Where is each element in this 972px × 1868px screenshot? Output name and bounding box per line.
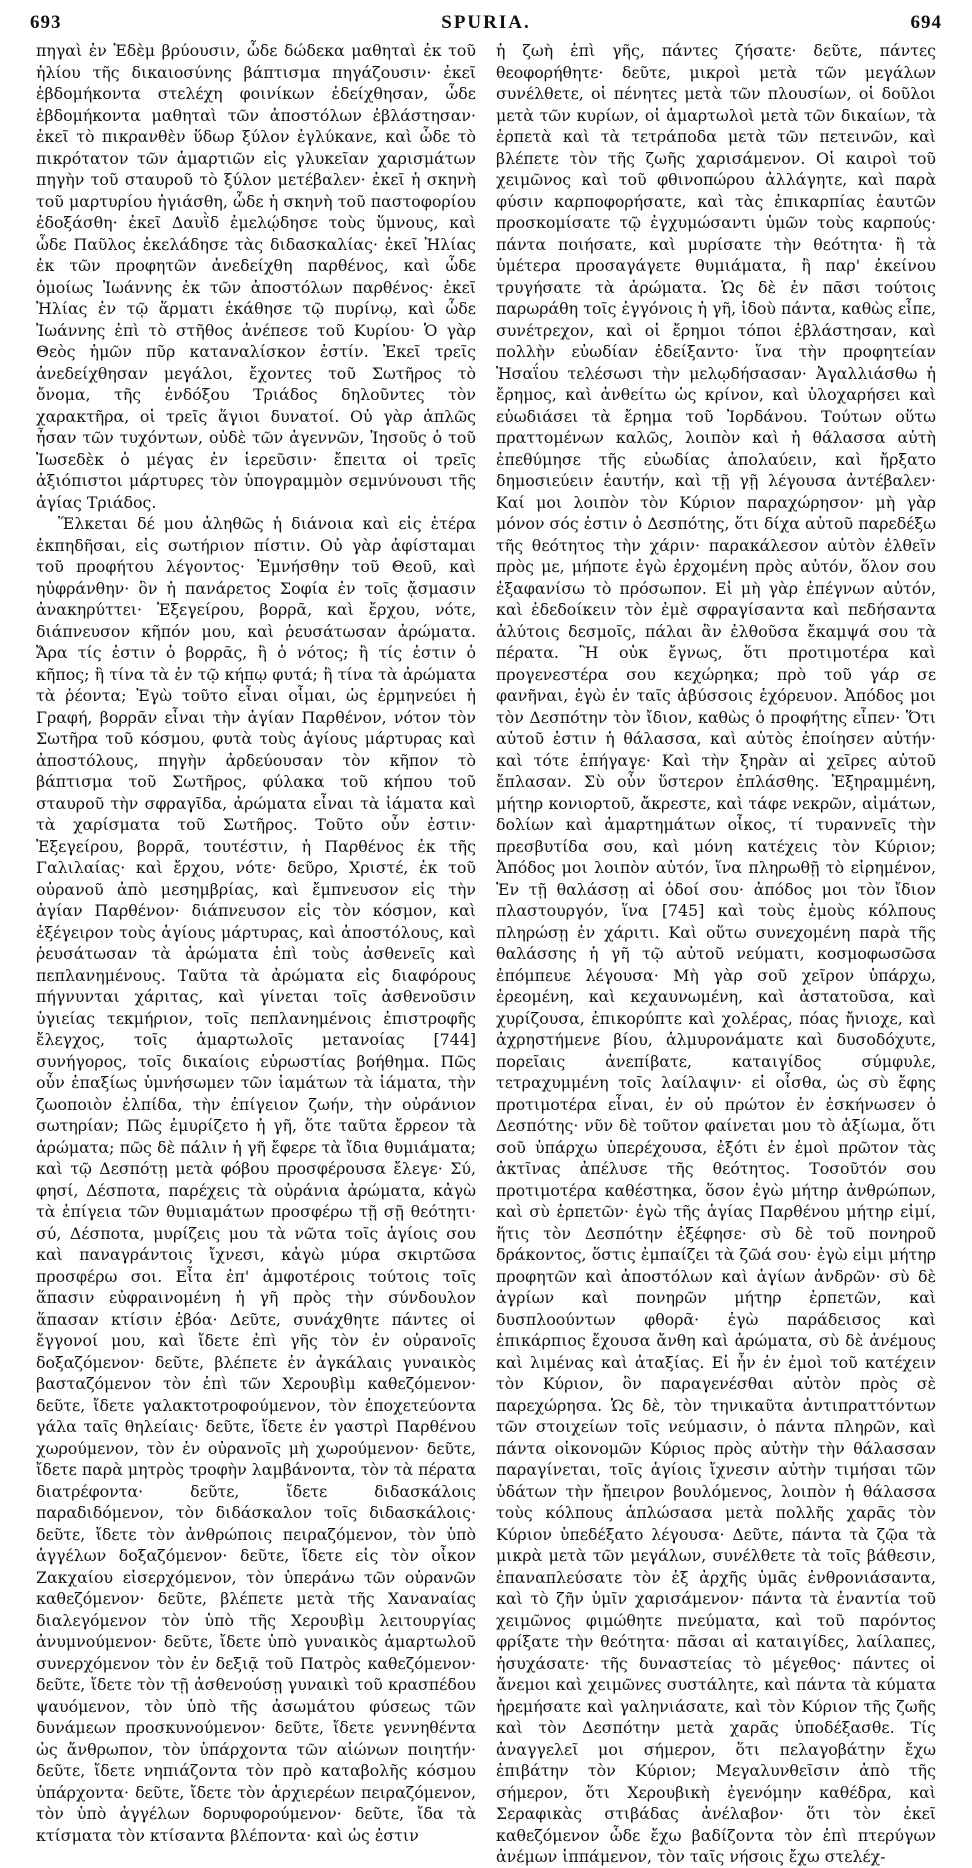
paragraph: Ἕλκεται δέ μου ἀληθῶς ἡ διάνοια καὶ εἰς ἑτέρα ἐκπηδῆσαι, εἰς σωτήριον πίστιν. Οὐ γὰρ ἀφίσταμαι τοῦ προφήτου λέγοντος· Ἐμνήσθην τοῦ Θεοῦ, καὶ ηὐφράνθην· ὃν ἡ πανάρετος Σοφία ἐν τοῖς ᾄσμασιν ἀνακηρύττει· Ἐξεγείρου, βορρᾶ, καὶ ἔρχου, νότε, διάπνευσον κῆπόν μου, καὶ ῥευσάτωσαν ἀρώματα. Ἄρα τίς ἐστιν ὁ βορρᾶς, ἢ ὁ νότος; ἢ τίς ἐστιν ὁ κῆπος; ἢ τίνα τὰ ἐν τῷ κήπῳ φυτά; ἢ τίνα τὰ ἀρώματα τὰ ῥέοντα; Ἐγὼ τοῦτο εἶναι οἶμαι, ὡς ἑρμηνεύει ἡ Γραφή, βορρᾶν εἶναι τὴν ἁγίαν Παρθένον, νότον τὸν Σωτῆρα τοῦ κόσμου, φυτὰ τοὺς ἁγίους μάρτυρας καὶ ἀποστόλους, πηγὴν ἀρδεύουσαν τὸν κῆπον τὸ βάπτισμα τοῦ Σωτῆρος, φύλακα τοῦ κήπου τοῦ σταυροῦ τὴν σφραγῖδα, ἀρώματα εἶναι τὰ ἰάματα καὶ τὰ χαρίσματα τοῦ Σωτῆρος. Τοῦτο οὖν ἐστιν· Ἐξεγείρου, βορρᾶ, τουτέστιν, ἡ Παρθένος ἐκ τῆς Γαλιλαίας· καὶ ἔρχου, νότε· δεῦρο, Χριστέ, ἐκ τοῦ οὐρανοῦ ἀπὸ μεσημβρίας, καὶ ἔμπνευσον εἰς τὴν ἁγίαν Παρθένον· διάπνευσον εἰς τὸν κόσμον, καὶ ἐξέγειρον τοὺς ἁγίους μάρτυρας, καὶ ἀποστόλους, καὶ ῥευσάτωσαν τὰ ἀρώματα ἐπὶ τοὺς ἀσθενεῖς καὶ πεπλανημένους. Ταῦτα τὰ ἀρώματα εἰς διαφόρους πήγνυνται χάριτας, καὶ γίνεται τοῖς ἀσθενοῦσιν ὑγιείας τεκμήριον, τοῖς πεπλανημένοις ἐπιστροφῆς ἔλεγχος, τοῖς ἁμαρτωλοῖς μετανοίας [744] συνήγορος, τοῖς δικαίοις εὐρωστίας βοήθημα. Πῶς οὖν ἐπαξίως ὑμνήσωμεν τῶν ἰαμάτων τὰ ἰάματα, τὴν ζωοποιὸν ἐλπίδα, τὴν ἐπίγειον ζωήν, τὴν οὐράνιον σωτηρίαν; Πῶς ἐμυρίζετο ἡ γῆ, ὅτε ταῦτα ἔρρεον τὰ ἀρώματα; πῶς δὲ πάλιν ἡ γῆ ἔφερε τὰ ἴδια θυμιάματα; καὶ τῷ Δεσπότῃ μετὰ φόβου προσφέρουσα ἔλεγε· Σύ, φησί, Δέσποτα, παρέχεις τὰ οὐράνια ἀρώματα, κἀγὼ τὰ ἐπίγεια τῶν θυμιαμάτων προσφέρω τῇ σῇ θεότητι· σύ, Δέσποτα, μυρίζεις μου τὰ νῶτα τοῖς ἁγίοις σου καὶ παναγράντοις ἴχνεσι, κἀγὼ μύρα σκιρτῶσα προσφέρω σοι. Εἶτα ἐπ' ἀμφοτέροις τούτοις τοῖς ἅπασιν εὐφραινομένη ἡ γῆ πρὸς τὴν σύνδουλον ἅπασαν κτίσιν ἐβόα· Δεῦτε, συνάχθητε πάντες οἱ ἔγγονοί μου, καὶ ἴδετε ἐπὶ γῆς τὸν ἐν οὐρανοῖς δοξαζόμενον· δεῦτε, βλέπετε ἐν ἀγκάλαις γυναικὸς βασταζόμενον τὸν ἐπὶ τῶν Χερουβὶμ καθεζόμενον· δεῦτε, ἴδετε γαλακτοτροφούμενον, τὸν ἐποχετεύοντα γάλα ταῖς θηλείαις· δεῦτε, ἴδετε ἐν γαστρὶ Παρθένου χωρούμενον, τὸν ἐν οὐρανοῖς μὴ χωρούμενον· δεῦτε, ἴδετε παρὰ μητρὸς τροφὴν λαμβάνοντα, τὸν τὰ πέρατα διατρέφοντα· δεῦτε, ἴδετε διδασκάλοις παραδιδόμενον, τὸν διδάσκαλον τοῖς διδασκάλοις· δεῦτε, ἴδετε τὸν ἀνθρώποις πειραζόμενον, τὸν ὑπὸ ἀγγέλων δοξαζόμενον· δεῦτε, ἴδετε εἰς τὸν οἶκον Ζακχαίου εἰσερχόμενον, τὸν ὑπεράνω τῶν οὐρανῶν καθεζόμενον· δεῦτε, βλέπετε μετὰ τῆς Χαναναίας διαλεγόμενον τὸν ὑπὸ τῆς Χερουβὶμ λειτουργίας ἀνυμνούμενον· δεῦτε, ἴδετε ὑπὸ γυναικὸς ἁμαρτωλοῦ συνερχόμενον τὸν ἐν δεξιᾷ τοῦ Πατρὸς καθεζόμενον· δεῦτε, ἴδετε τὸν τῇ ἀσθενούσῃ γυναικὶ τοῦ κρασπέδου ψαυόμενον, τὸν ὑπὸ τῆς ἀσωμάτου φύσεως τῶν δυνάμεων προσκυνούμενον· δεῦτε, ἴδετε γεννηθέντα ὡς ἄνθρωπον, τὸν ὑπάρχοντα τῶν αἰώνων ποιητήν· δεῦτε, ἴδετε νηπιάζοντα τὸν πρὸ καταβολῆς κόσμου ὑπάρχοντα· δεῦτε, ἴδετε τὸν ἀρχιερέων πειραζόμενον, τὸν ὑπὸ ἀγγέλων δορυφορούμενον· δεῦτε, ἴδα τὰ κτίσματα τὸν κτίσαντα βλέποντα· καὶ ὡς ἐστιν	[36, 514, 476, 1845]
paragraph: ἡ ζωὴ ἐπὶ γῆς, πάντες ζήσατε· δεῦτε, πάντες θεοφορήθητε· δεῦτε, μικροὶ μετὰ τῶν μεγάλων συνέλθετε, οἱ πένητες μετὰ τῶν πλουσίων, οἱ δοῦλοι μετὰ τῶν κυρίων, οἱ ἁμαρτωλοὶ μετὰ τῶν δικαίων, τὰ ἑρπετὰ καὶ τὰ τετράποδα μετὰ τῶν πετεινῶν, καὶ βλέπετε τὸν τῆς ζωῆς χαρισάμενον. Οἱ καιροὶ τοῦ χειμῶνος καὶ τοῦ φθινοπώρου ἀλλάγητε, καὶ παρὰ φύσιν καρποφορήσατε, καὶ τὰς ἐπικαρπίας ἑαυτῶν προσκομίσατε τῷ ἐγχυμώσαντι ὑμῶν τοὺς καρπούς· πάντα ποιήσατε, καὶ μυρίσατε τὴν θεότητα· ἢ τὰ ὑμέτερα προσαγάγετε θυμιάματα, ἢ παρ' ἐκείνου τρυγήσατε τὰ ἀρώματα. Ὡς δὲ ἐν πᾶσι τούτοις παρωράθη τοῖς ἐγγόνοις ἡ γῆ, ἰδοὺ πάντα, καθὼς εἶπε, συνέτρεχον, καὶ οἱ ἔρημοι τόποι ἐβλάστησαν, καὶ πολλὴν εὐωδίαν ἐδείξαντο· ἵνα τὴν προφητείαν Ἡσαΐου τελέσωσι τὴν μελῳδήσασαν· Ἀγαλλιάσθω ἡ ἔρημος, καὶ ἀνθείτω ὡς κρίνον, καὶ ὑλοχαρήσει καὶ εὐωδιάσει τὰ ἔρημα τοῦ Ἰορδάνου. Τούτων οὕτω πραττομένων καλῶς, λοιπὸν καὶ ἡ θάλασσα αὐτὴ ἐπεθύμησε τῆς εὐωδίας ἀπολαύειν, καὶ ἤρξατο δημοσιεύειν ἑαυτήν, καὶ τῇ γῇ λέγουσα ἀντέβαλεν· Καί μοι λοιπὸν τὸν Κύριον παραχώρησον· μὴ γὰρ μόνον σός ἐστιν ὁ Δεσπότης, ὅτι δίχα αὐτοῦ παρεδέξω τῆς θεότητος τὴν χάριν· παρακάλεσον αὐτὸν ἐλθεῖν πρὸς με, μήποτε ἐγὼ ἐρχομένη πρὸς αὐτόν, ὅλον σου ἐξαφανίσω τὸ πρόσωπον. Εἰ μὴ γὰρ ἐπέγνων αὐτόν, καὶ ἐδεδοίκειν τὸν ἐμὲ σφραγίσαντα καὶ πεδήσαντα ἀλύτοις δεσμοῖς, πάλαι ἂν ἐλθοῦσα ἔκαμψά σου τὰ πέρατα. Ἢ οὐκ ἔγνως, ὅτι προτιμοτέρα καὶ προγενεστέρα σου κεχώρηκα; πρὸ τοῦ γάρ σε φανῆναι, ἐγὼ ἐν ταῖς ἀβύσσοις ἐχόρευον. Ἀπόδος μοι τὸν Δεσπότην τὸν ἴδιον, καθὼς ὁ προφήτης εἶπεν· Ὅτι αὐτοῦ ἐστιν ἡ θάλασσα, καὶ αὐτὸς ἐποίησεν αὐτήν· καὶ τότε ἐπήγαγε· Καὶ τὴν ξηρὰν αἱ χεῖρες αὐτοῦ ἔπλασαν. Σὺ οὖν ὕστερον ἐπλάσθης. Ἐξηραμμένη, μήτηρ κονιορτοῦ, ἄκρεστε, καὶ τάφε νεκρῶν, αἱμάτων, δολίων καὶ ἁμαρτημάτων οἶκος, τί τυραννεῖς τὴν πρεσβυτίδα σου, καὶ μόνη κατέχεις τὸν Κύριον; Ἀπόδος μοι λοιπὸν αὐτόν, ἵνα πληρωθῇ τὸ εἰρημένον, Ἐν τῇ θαλάσσῃ αἱ ὁδοί σου· ἀπόδος μοι τὸν ἴδιον πλαστουργόν, ἵνα [745] καὶ τοὺς ἐμοὺς κόλπους πληρώσῃ ἐν χάριτι. Καὶ οὕτω συνεχομένη παρὰ τῆς θαλάσσης ἡ γῆ τῷ αὐτοῦ νεύματι, κοσμοφωσῶσα ἐπόμπευε λέγουσα· Μὴ γὰρ σοῦ χεῖρον ὑπάρχω, ἐρεομένη, καὶ κεχαυνωμένη, καὶ ἀστατοῦσα, καὶ χυρίζουσα, ἐπικορύπτε καὶ χολέρας, πόας ἤνιοχε, καὶ ἀχρηστήμενε βίου, ἁλμυρονάματε καὶ δυσοδόχυτε, πορεῖαις ἀνεπίβατε, καταιγίδος σύμφυλε, τετραχυμμένη τοῖς λαίλαψιν· εἰ οἶσθα, ὡς σὺ ἔφης προτιμοτέρα εἶναι, ἐν οὐ πρώτον ἐν ἐσκήνωσεν ὁ Δεσπότης· νῦν δὲ τοῦτον φαίνεται μου τὸ ἀξίωμα, ὅτι σοῦ ὑπάρχω ὑπερέχουσα, ἐξότι ἐν ἐμοὶ πρῶτον τὰς ἀκτῖνας ἀπέλυσε τῆς θεότητος. Τοσοῦτόν σου προτιμοτέρα καθέστηκα, ὅσον ἐγὼ μήτηρ ἀνθρώπων, καὶ σὺ ἑρπετῶν· ἐγὼ τῆς ἁγίας Παρθένου μήτηρ εἰμί, ἥτις τὸν Δεσπότην ἐξέφησε· σὺ δὲ τοῦ πονηροῦ δράκοντος, ὅστις ἐμπαίζει τὰ ζῶά σου· ἐγὼ εἰμι μήτηρ προφητῶν καὶ ἀποστόλων καὶ ἁγίων ἀνδρῶν· σὺ δὲ ἀγρίων καὶ πονηρῶν μήτηρ ἑρπετῶν, καὶ δυσπλοούντων φθορᾶ· ἐγὼ παράδεισος καὶ ἐπικάρπιος ἔχουσα ἄνθη καὶ ἀρώματα, σὺ δὲ ἀνέμους καὶ λιμένας καὶ ἀταξίας. Εἰ ἦν ἐν ἐμοὶ τοῦ κατέχειν τὸν Κύριον, ὃν παραγενέσθαι αὐτὸν πρὸς σὲ παρεχώρησα. Ὡς δὲ, τὸν τηνικαῦτα ἀντιπραττόντων τῶν στοιχείων τοῖς νεύμασιν, ὁ πάντα πληρῶν, καὶ πάντα οἰκονομῶν Κύριος πρὸς αὐτὴν τὴν θάλασσαν παραγίνεται, τοῖς ἁγίοις ἴχνεσιν αὐτὴν τιμήσαι τῶν ὑδάτων τὴν ἤπειρον βουλόμενος, λοιπὸν ἡ θάλασσα τοὺς κόλπους ἁπλώσασα μετὰ πολλῆς χαρᾶς τὸν Κύριον ὑπεδέξατο λέγουσα· Δεῦτε, πάντα τὰ ζῷα τὰ μικρὰ μετὰ τῶν μεγάλων, συνέλθετε τὰ τοῖς βάθεσιν, ἐπαναπλεύσατε τὸν ἐξ ἀρχῆς ὑμᾶς ἐνθρονιάσαντα, καὶ τὸ ζῆν ὑμῖν χαρισάμενον· πάντα τὰ ἐναντία τοῦ χειμῶνος φιμώθητε πνεύματα, καὶ τοῦ παρόντος φρίξατε τὴν θεότητα· πᾶσαι αἱ καταιγίδες, λαίλαπες, ἡσυχάσατε· τῆς δυναστείας τὸ μέγεθος· πάντες οἱ ἄνεμοι καὶ χειμῶνες συστάλητε, καὶ πάντα τὰ κύματα ἠρεμήσατε καὶ γαληνιάσατε, καὶ τὸν Κύριον τῆς ζωῆς καὶ τὸν Δεσπότην μετὰ χαρᾶς ὑποδέξασθε. Τίς ἀναγγελεῖ μοι σήμερον, ὅτι πελαγοβάτην ἔχω ἐπιβάτην τὸν Κύριον; Μεγαλυνθεῖσιν ἀπὸ τῆς σήμερον, ὅτι Χερουβικὴ ἐγενόμην καθέδρα, καὶ Σεραφικὰς στιβάδας ἀνέλαβον· ὅτι τὸν ἐκεῖ καθεζόμενον ὧδε ἔχω βαδίζοντα τὸν ἐπὶ πτερύγων ἀνέμων ἱππάμενον, τὸν ταῖς νήσοις ἔχω στελέχ-	[496, 41, 936, 1866]
right-page-number: 694	[910, 12, 942, 33]
paragraph: πηγαὶ ἐν Ἐδὲμ βρύουσιν, ὧδε δώδεκα μαθηταὶ ἐκ τοῦ ἡλίου τῆς δικαιοσύνης βάπτισμα πηγάζουσιν· ἐκεῖ ἑβδομήκοντα στελέχη φοινίκων ἐδείχθησαν, ὧδε ἑβδομήκοντα μαθηταὶ τῶν ἀποστόλων ἐβλάστησαν· ἐκεῖ τὸ πικρανθὲν ὕδωρ ξύλον ἐγλύκανε, καὶ ὧδε τὸ πικρότατον τῶν ἁμαρτιῶν εἰς γλυκεῖαν χαρισμάτων πηγὴν τοῦ σταυροῦ τὸ ξύλον μετέβαλεν· ἐκεῖ ἡ σκηνὴ τοῦ μαρτυρίου ἡγιάσθη, ὧδε ἡ σκηνὴ τοῦ παστοφορίου ἐδοξάσθη· ἐκεῖ Δαυῒδ ἐμελῴδησε τοὺς ὕμνους, καὶ ὧδε Παῦλος ἐκελάδησε τὰς διδασκαλίας· ἐκεῖ Ἠλίας ἐκ τῶν προφητῶν ἀνεδείχθη παρθένος, καὶ ὧδε ὁμοίως Ἰωάννης ἐκ τῶν ἀποστόλων παρθένος· ἐκεῖ Ἠλίας ἐν τῷ ἅρματι ἐκάθησε τῷ πυρίνῳ, καὶ ὧδε Ἰωάννης ἐπὶ τὸ στῆθος ἀνέπεσε τοῦ Κυρίου· Ὁ γὰρ Θεὸς ἡμῶν πῦρ καταναλίσκον ἐστίν. Ἐκεῖ τρεῖς ἀνεδείχθησαν μεγάλοι, ἔχοντες τοῦ Σωτῆρος τὸ ὄνομα, τῆς ἐνδόξου Τριάδος δηλοῦντες τὸν χαρακτῆρα, οἱ τρεῖς ἅγιοι δυνατοί. Οὐ γὰρ ἁπλῶς ἦσαν τῶν τυχόντων, οὐδὲ τῶν ἀγεννῶν, Ἰησοῦς ὁ τοῦ Ἰωσεδὲκ ὁ μέγας ἐν ἱερεῦσιν· ἔπειτα οἱ τρεῖς ἀξιόπιστοι μάρτυρες τὸν ὑπογραμμὸν σεμνύνουσι τῆς ἁγίας Τριάδος.	[36, 41, 476, 512]
page-header	[30, 6, 942, 40]
running-title: SPURIA.	[441, 12, 531, 33]
right-text-column	[496, 40, 936, 1866]
left-page-number: 693	[30, 12, 62, 33]
left-text-column	[36, 40, 476, 1845]
